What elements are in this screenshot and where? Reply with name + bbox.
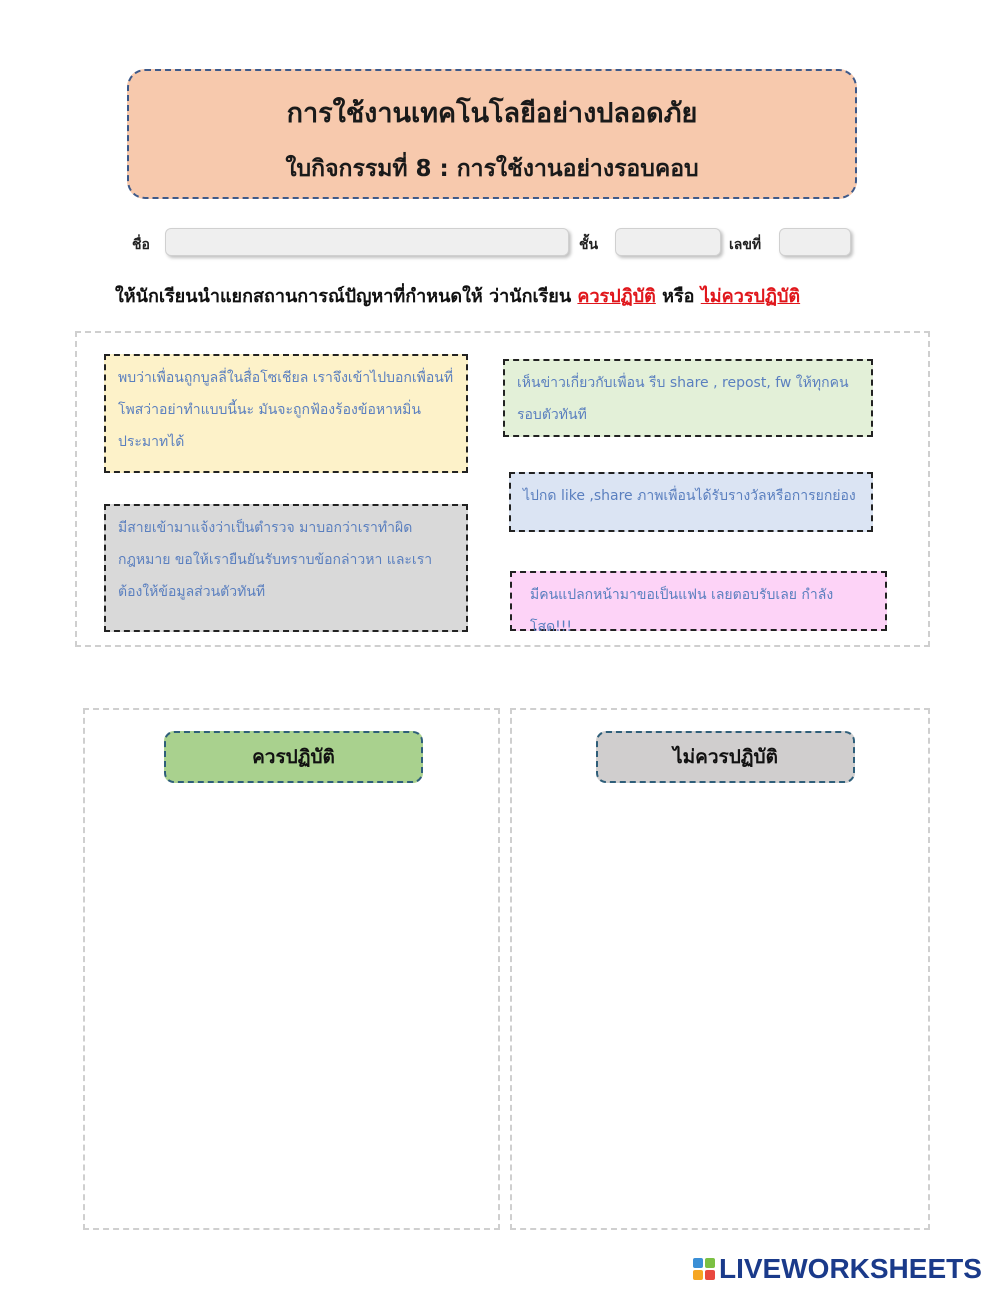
should-not-zone-header: ไม่ควรปฏิบัติ [596, 731, 855, 783]
number-input[interactable] [779, 228, 851, 256]
scenario-card-text: เห็นข่าวเกี่ยวกับเพื่อน รีบ share , repost, fw ให้ทุกคนรอบตัวทันที [517, 375, 849, 423]
scenario-card-5[interactable] [510, 571, 887, 635]
scenario-card-text: พบว่าเพื่อนถูกบูลลี่ในสื่อโซเชียล เราจึงเข้าไปบอกเพื่อนที่โพสว่าอย่าทำแบบนี้นะ มันจะถูกฟ้องร้องข้อหาหมิ่นประมาทได้ [118, 370, 454, 450]
should-zone-header: ควรปฏิบัติ [164, 731, 423, 783]
should-not-drop-zone[interactable] [510, 708, 930, 1230]
name-label: ชื่อ [132, 237, 150, 253]
scenario-card-1[interactable] [104, 354, 468, 473]
page-title: การใช้งานเทคโนโลยีอย่างปลอดภัย [286, 98, 698, 129]
instruction-or: หรือ [655, 286, 701, 307]
class-label: ชั้น [579, 237, 599, 253]
instruction-should: ควรปฏิบัติ [577, 286, 656, 307]
scenario-card-2[interactable] [503, 359, 873, 437]
class-input[interactable] [615, 228, 721, 256]
logo-text: LIVEWORKSHEETS [719, 1253, 982, 1284]
instruction-main: ให้นักเรียนนำแยกสถานการณ์ปัญหาที่กำหนดให้ ว่านักเรียน [115, 286, 578, 307]
name-input[interactable] [165, 228, 569, 256]
scenario-card-3[interactable] [509, 472, 873, 532]
page-subtitle: ใบกิจกรรมที่ 8 : การใช้งานอย่างรอบคอบ [285, 156, 699, 182]
scenario-card-text: ไปกด like ,share ภาพเพื่อนได้รับรางวัลหรือการยกย่อง [523, 488, 856, 504]
scenario-card-text: มีสายเข้ามาแจ้งว่าเป็นตำรวจ มาบอกว่าเราทำผิดกฎหมาย ขอให้เรายืนยันรับทราบข้อกล่าวหา และเราต้องให้ข้อมูลส่วนตัวทันที [118, 520, 433, 600]
header-banner [127, 69, 857, 199]
liveworksheets-logo-icon [693, 1258, 715, 1280]
instruction-text [115, 281, 895, 310]
number-label: เลขที่ [729, 237, 762, 253]
liveworksheets-logo [693, 1254, 982, 1284]
scenario-card-text: มีคนแปลกหน้ามาขอเป็นแฟน เลยตอบรับเลย กำลังโสด!!! [530, 587, 834, 635]
should-drop-zone[interactable] [83, 708, 500, 1230]
scenario-card-4[interactable] [104, 504, 468, 632]
instruction-should-not: ไม่ควรปฏิบัติ [700, 286, 801, 307]
